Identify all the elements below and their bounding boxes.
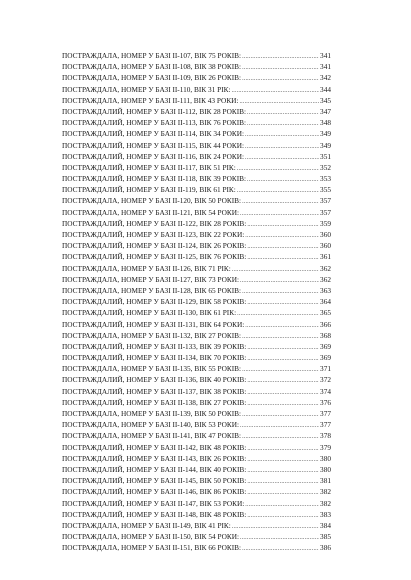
toc-leader-dots <box>247 242 319 251</box>
toc-entry <box>62 296 331 307</box>
toc-entry <box>62 352 331 363</box>
toc-leader-dots <box>242 197 319 206</box>
toc-entry-title: ПОСТРАЖДАЛА, НОМЕР У БАЗІ II-149, ВІК 41 РІК: <box>62 520 231 530</box>
toc-page-number: 362 <box>320 274 331 284</box>
toc-entry <box>62 374 331 385</box>
toc-page-number: 383 <box>320 509 331 519</box>
toc-entry <box>62 486 331 497</box>
toc-leader-dots <box>242 74 319 83</box>
toc-entry-title: ПОСТРАЖДАЛА, НОМЕР У БАЗІ II-139, ВІК 50 РОКІВ: <box>62 409 242 418</box>
toc-entry-title: ПОСТРАЖДАЛИЙ, НОМЕР У БАЗІ II-131, ВІК 64 РОКИ: <box>62 319 245 329</box>
toc-entry <box>62 285 331 296</box>
toc-leader-dots <box>245 153 319 162</box>
toc-entry <box>62 341 331 352</box>
toc-entry-title: ПОСТРАЖДАЛИЙ, НОМЕР У БАЗІ II-125, ВІК 76 РОКІВ: <box>62 252 247 262</box>
toc-page-number: 364 <box>320 297 331 307</box>
toc-entry <box>62 218 331 229</box>
toc-page-number: 349 <box>320 129 331 139</box>
toc-entry <box>62 140 331 151</box>
toc-entry-title: ПОСТРАЖДАЛА, НОМЕР У БАЗІ II-111, ВІК 43 РОКИ: <box>62 95 239 105</box>
toc-entry-title: ПОСТРАЖДАЛИЙ, НОМЕР У БАЗІ II-129, ВІК 58 РОКІВ: <box>62 297 247 307</box>
toc-entry <box>62 72 331 83</box>
toc-entry-title: ПОСТРАЖДАЛИЙ, НОМЕР У БАЗІ II-115, ВІК 44 РОКИ: <box>62 140 245 150</box>
toc-entry-title: ПОСТРАЖДАЛА, НОМЕР У БАЗІ II-128, ВІК 65 РОКІВ: <box>62 285 242 295</box>
toc-page-number: 380 <box>320 464 331 474</box>
toc-leader-dots <box>242 332 319 341</box>
toc-page-number: 359 <box>320 218 331 228</box>
toc-entry-title: ПОСТРАЖДАЛА, НОМЕР У БАЗІ II-120, ВІК 50 РОКІВ: <box>62 196 242 206</box>
toc-entry-title: ПОСТРАЖДАЛИЙ, НОМЕР У БАЗІ II-112, ВІК 28 РОКІВ: <box>62 106 247 116</box>
toc-entry <box>62 263 331 274</box>
toc-entry <box>62 442 331 453</box>
toc-leader-dots <box>239 97 319 106</box>
toc-entry <box>62 520 331 531</box>
toc-page-number: 372 <box>320 375 331 385</box>
toc-entry-title: ПОСТРАЖДАЛИЙ, НОМЕР У БАЗІ II-137, ВІК 38 РОКІВ: <box>62 386 247 396</box>
toc-leader-dots <box>247 455 319 464</box>
toc-leader-dots <box>245 321 319 330</box>
toc-page-number: 349 <box>320 140 331 150</box>
toc-entry-title: ПОСТРАЖДАЛИЙ, НОМЕР У БАЗІ II-122, ВІК 28 РОКІВ: <box>62 218 247 228</box>
toc-entry <box>62 531 331 542</box>
toc-entry <box>62 151 331 162</box>
toc-entry <box>62 251 331 262</box>
toc-leader-dots <box>247 444 319 453</box>
toc-leader-dots <box>247 119 319 128</box>
toc-entry <box>62 430 331 441</box>
toc-page-number: 341 <box>320 62 331 72</box>
toc-entry-title: ПОСТРАЖДАЛИЙ, НОМЕР У БАЗІ II-123, ВІК 22 РОКИ: <box>62 230 245 239</box>
toc-leader-dots <box>232 522 319 531</box>
toc-page-number: 386 <box>320 543 331 553</box>
toc-page-number: 348 <box>320 118 331 128</box>
toc-entry-title: ПОСТРАЖДАЛИЙ, НОМЕР У БАЗІ II-124, ВІК 26 РОКІВ: <box>62 241 247 251</box>
toc-page-number: 381 <box>320 476 331 486</box>
toc-entry-title: ПОСТРАЖДАЛИЙ, НОМЕР У БАЗІ II-118, ВІК 39 РОКІВ: <box>62 174 247 184</box>
toc-entry-title: ПОСТРАЖДАЛА, НОМЕР У БАЗІ II-108, ВІК 38 РОКІВ: <box>62 62 242 72</box>
toc-page-number: 360 <box>320 241 331 251</box>
toc-page-number: 369 <box>320 341 331 351</box>
toc-page-number: 382 <box>320 498 331 508</box>
table-of-contents <box>62 50 331 553</box>
toc-entry-title: ПОСТРАЖДАЛА, НОМЕР У БАЗІ II-127, ВІК 73 РОКИ: <box>62 274 240 284</box>
toc-leader-dots <box>247 253 319 262</box>
toc-entry <box>62 453 331 464</box>
toc-page-number: 360 <box>320 230 331 239</box>
toc-page-number: 352 <box>320 162 331 172</box>
toc-entry <box>62 240 331 251</box>
toc-page-number: 341 <box>320 51 331 60</box>
toc-page-number: 351 <box>320 151 331 161</box>
toc-entry-title: ПОСТРАЖДАЛИЙ, НОМЕР У БАЗІ II-114, ВІК 34 РОКИ: <box>62 129 245 139</box>
toc-page-number: 371 <box>320 364 331 374</box>
toc-leader-dots <box>237 164 319 173</box>
toc-entry-title: ПОСТРАЖДАЛИЙ, НОМЕР У БАЗІ II-146, ВІК 86 РОКІВ: <box>62 487 247 497</box>
toc-entry <box>62 475 331 486</box>
toc-leader-dots <box>245 142 319 151</box>
toc-leader-dots <box>240 276 319 285</box>
toc-entry-title: ПОСТРАЖДАЛИЙ, НОМЕР У БАЗІ II-134, ВІК 70 РОКІВ: <box>62 353 247 363</box>
toc-leader-dots <box>247 175 319 184</box>
toc-entry-title: ПОСТРАЖДАЛИЙ, НОМЕР У БАЗІ II-147, ВІК 53 РОКИ: <box>62 498 245 508</box>
toc-page-number: 362 <box>320 263 331 273</box>
toc-entry-title: ПОСТРАЖДАЛИЙ, НОМЕР У БАЗІ II-130, ВІК 61 РІК: <box>62 308 237 318</box>
toc-leader-dots <box>242 52 319 61</box>
toc-entry-title: ПОСТРАЖДАЛИЙ, НОМЕР У БАЗІ II-145, ВІК 50 РОКІВ: <box>62 476 247 486</box>
toc-entry <box>62 229 331 240</box>
toc-page-number: 378 <box>320 431 331 441</box>
toc-entry <box>62 397 331 408</box>
toc-entry <box>62 419 331 430</box>
toc-page-number: 368 <box>320 330 331 340</box>
toc-page-number: 361 <box>320 252 331 262</box>
toc-leader-dots <box>247 477 319 486</box>
toc-leader-dots <box>242 287 319 296</box>
toc-leader-dots <box>247 108 319 117</box>
toc-entry <box>62 173 331 184</box>
toc-entry-title: ПОСТРАЖДАЛИЙ, НОМЕР У БАЗІ II-136, ВІК 40 РОКІВ: <box>62 375 247 385</box>
toc-leader-dots <box>242 410 319 419</box>
toc-entry <box>62 464 331 475</box>
toc-leader-dots <box>240 209 319 218</box>
toc-leader-dots <box>242 544 319 553</box>
toc-entry-title: ПОСТРАЖДАЛА, НОМЕР У БАЗІ II-110, ВІК 31 РІК: <box>62 84 231 94</box>
toc-entry-title: ПОСТРАЖДАЛА, НОМЕР У БАЗІ II-150, ВІК 54 РОКИ: <box>62 532 240 542</box>
toc-leader-dots <box>247 511 319 520</box>
toc-page-number: 347 <box>320 106 331 116</box>
toc-entry-title: ПОСТРАЖДАЛИЙ, НОМЕР У БАЗІ II-119, ВІК 61 РІК: <box>62 185 236 195</box>
toc-leader-dots <box>232 86 319 95</box>
toc-entry <box>62 319 331 330</box>
toc-page-number: 374 <box>320 386 331 396</box>
toc-entry <box>62 117 331 128</box>
toc-leader-dots <box>245 500 319 509</box>
toc-page-number: 344 <box>320 84 331 94</box>
toc-page-number: 357 <box>320 196 331 206</box>
toc-page-number: 345 <box>320 95 331 105</box>
toc-entry <box>62 207 331 218</box>
toc-leader-dots <box>247 220 319 229</box>
toc-entry-title: ПОСТРАЖДАЛА, НОМЕР У БАЗІ II-107, ВІК 75 РОКІВ: <box>62 51 242 60</box>
toc-page-number: 379 <box>320 442 331 452</box>
toc-page-number: 380 <box>320 453 331 463</box>
toc-entry <box>62 184 331 195</box>
toc-entry-title: ПОСТРАЖДАЛИЙ, НОМЕР У БАЗІ II-133, ВІК 39 РОКІВ: <box>62 341 247 351</box>
toc-entry <box>62 50 331 61</box>
toc-leader-dots <box>247 466 319 475</box>
toc-entry <box>62 386 331 397</box>
toc-page-number: 365 <box>320 308 331 318</box>
toc-entry-title: ПОСТРАЖДАЛА, НОМЕР У БАЗІ II-135, ВІК 55 РОКІВ: <box>62 364 242 374</box>
toc-page-number: 377 <box>320 409 331 418</box>
toc-leader-dots <box>245 130 319 139</box>
toc-entry-title: ПОСТРАЖДАЛА, НОМЕР У БАЗІ II-151, ВІК 66 РОКІВ: <box>62 543 242 553</box>
toc-entry <box>62 408 331 419</box>
toc-page-number: 342 <box>320 73 331 83</box>
toc-leader-dots <box>240 421 319 430</box>
toc-leader-dots <box>242 365 319 374</box>
toc-leader-dots <box>247 343 319 352</box>
toc-entry-title: ПОСТРАЖДАЛИЙ, НОМЕР У БАЗІ II-143, ВІК 26 РОКІВ: <box>62 453 247 463</box>
toc-entry <box>62 363 331 374</box>
toc-leader-dots <box>237 309 319 318</box>
toc-leader-dots <box>247 354 319 363</box>
toc-leader-dots <box>240 533 319 542</box>
toc-entry <box>62 542 331 553</box>
toc-leader-dots <box>247 376 319 385</box>
toc-page-number: 369 <box>320 353 331 363</box>
toc-entry <box>62 84 331 95</box>
toc-entry <box>62 307 331 318</box>
toc-leader-dots <box>237 186 319 195</box>
toc-page-number: 384 <box>320 520 331 530</box>
toc-page-number: 377 <box>320 420 331 430</box>
toc-page-number: 357 <box>320 207 331 217</box>
toc-entry <box>62 95 331 106</box>
toc-leader-dots <box>247 298 319 307</box>
toc-leader-dots <box>245 231 319 240</box>
toc-entry-title: ПОСТРАЖДАЛА, НОМЕР У БАЗІ II-121, ВІК 54 РОКИ: <box>62 207 240 217</box>
toc-entry <box>62 61 331 72</box>
toc-entry <box>62 274 331 285</box>
toc-entry <box>62 128 331 139</box>
toc-leader-dots <box>247 388 319 397</box>
toc-page-number: 382 <box>320 487 331 497</box>
toc-entry-title: ПОСТРАЖДАЛА, НОМЕР У БАЗІ II-141, ВІК 47 РОКІВ: <box>62 431 242 441</box>
toc-page-number: 355 <box>320 185 331 195</box>
toc-entry-title: ПОСТРАЖДАЛИЙ, НОМЕР У БАЗІ II-142, ВІК 48 РОКІВ: <box>62 442 247 452</box>
toc-page-number: 353 <box>320 174 331 184</box>
toc-page-number: 385 <box>320 532 331 542</box>
toc-page-number: 366 <box>320 319 331 329</box>
toc-entry <box>62 106 331 117</box>
toc-entry-title: ПОСТРАЖДАЛИЙ, НОМЕР У БАЗІ II-116, ВІК 24 РОКИ: <box>62 151 245 161</box>
toc-entry <box>62 195 331 206</box>
toc-entry-title: ПОСТРАЖДАЛИЙ, НОМЕР У БАЗІ II-113, ВІК 76 РОКІВ: <box>62 118 247 128</box>
toc-entry-title: ПОСТРАЖДАЛИЙ, НОМЕР У БАЗІ II-148, ВІК 48 РОКІВ: <box>62 509 247 519</box>
toc-entry <box>62 509 331 520</box>
toc-entry-title: ПОСТРАЖДАЛИЙ, НОМЕР У БАЗІ II-144, ВІК 40 РОКІВ: <box>62 464 247 474</box>
toc-entry <box>62 498 331 509</box>
toc-entry <box>62 330 331 341</box>
toc-entry-title: ПОСТРАЖДАЛА, НОМЕР У БАЗІ II-126, ВІК 71 РІК: <box>62 263 231 273</box>
toc-leader-dots <box>247 399 319 408</box>
toc-page-number: 363 <box>320 285 331 295</box>
toc-entry-title: ПОСТРАЖДАЛА, НОМЕР У БАЗІ II-109, ВІК 26 РОКІВ: <box>62 73 242 83</box>
toc-entry-title: ПОСТРАЖДАЛИЙ, НОМЕР У БАЗІ II-138, ВІК 27 РОКІВ: <box>62 397 247 407</box>
toc-page-number: 376 <box>320 397 331 407</box>
toc-leader-dots <box>242 432 319 441</box>
toc-leader-dots <box>247 488 319 497</box>
toc-leader-dots <box>242 63 319 72</box>
toc-entry-title: ПОСТРАЖДАЛА, НОМЕР У БАЗІ II-140, ВІК 53 РОКИ: <box>62 420 240 430</box>
toc-entry-title: ПОСТРАЖДАЛА, НОМЕР У БАЗІ II-132, ВІК 27 РОКІВ: <box>62 330 242 340</box>
toc-entry <box>62 162 331 173</box>
toc-entry-title: ПОСТРАЖДАЛИЙ, НОМЕР У БАЗІ II-117, ВІК 51 РІК: <box>62 162 236 172</box>
toc-leader-dots <box>232 265 319 274</box>
